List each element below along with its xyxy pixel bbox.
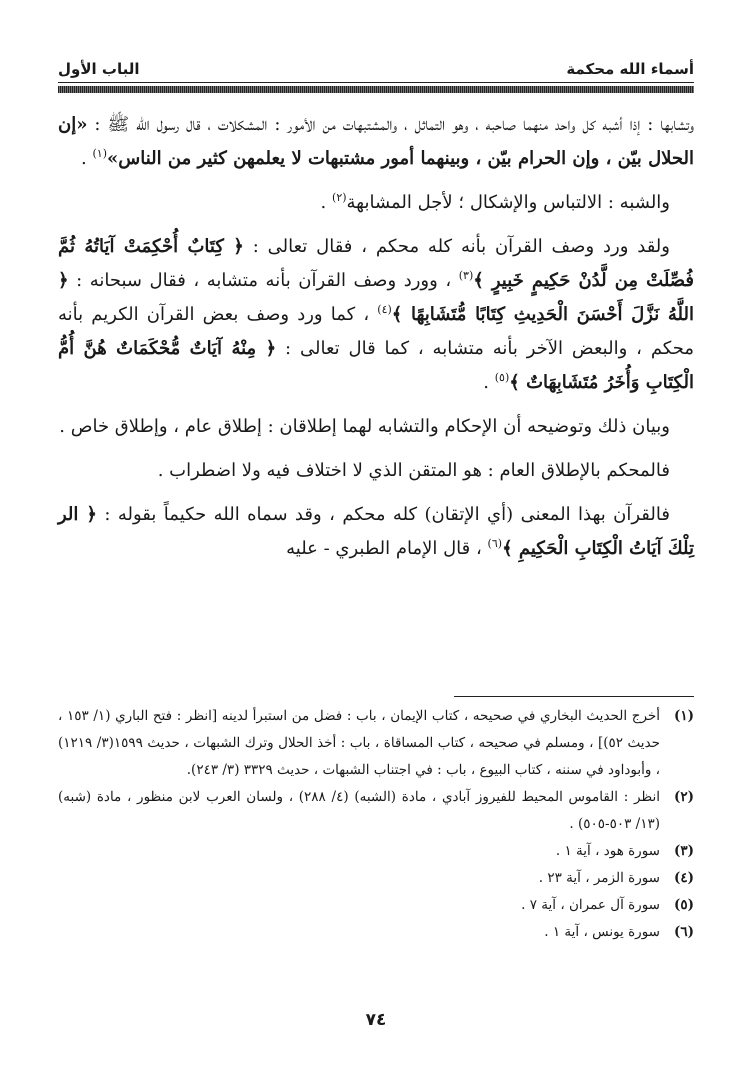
- paragraph-5-text: فالمحكم بالإطلاق العام : هو المتقن الذي لا اختلاف فيه ولا اضطراب .: [157, 460, 670, 481]
- footnote-ref-6: (٦): [487, 537, 503, 550]
- paragraph-6-text-b: ، قال الإمام الطبري - عليه: [286, 538, 482, 559]
- chapter-title: الباب الأول: [58, 60, 140, 78]
- paragraph-3-text-a: ولقد ورد وصف القرآن بأنه كله محكم ، فقال تعالى :: [252, 236, 670, 257]
- ayah-hud: ﴿ كِتَابٌ أُحْكِمَتْ آيَاتُهُ ثُمَّ فُصِّلَتْ مِن لَّدُنْ حَكِيمٍ خَبِيرٍ ﴾: [58, 236, 694, 291]
- paragraph-6: [58, 498, 694, 566]
- footnote-ref-3: (٣): [458, 269, 474, 282]
- header-rule-thick: [58, 86, 694, 93]
- footnote-number: (٥): [673, 897, 694, 913]
- footnote-1: [58, 703, 694, 784]
- paragraph-6-text-a: فالقرآن بهذا المعنى (أي الإتقان) كله محكم ، وقد سماه الله حكيماً بقوله :: [104, 504, 670, 525]
- paragraph-1-end: .: [81, 148, 87, 169]
- hadith-quote: «إن الحلال بيّن ، وإن الحرام بيّن ، وبينهما أمور مشتبهات لا يعلمهن كثير من الناس»: [58, 114, 694, 169]
- paragraph-4-text: وبيان ذلك وتوضيحه أن الإحكام والتشابه لهما إطلاقان : إطلاق عام ، وإطلاق خاص .: [59, 416, 670, 437]
- ayah-yunus: ﴿ الر تِلْكَ آيَاتُ الْكِتَابِ الْحَكِيمِ ﴾: [58, 504, 694, 559]
- paragraph-2-text: والشبه : الالتباس والإشكال ؛ لأجل المشابهة: [346, 192, 670, 213]
- paragraph-3-text-c: ، كما ورد وصف بعض القرآن الكريم بأنه محكم ، والبعض الآخر بأنه متشابه ، كما قال تعالى :: [58, 304, 694, 359]
- paragraph-3-end: .: [483, 372, 489, 393]
- footnote-separator: [454, 696, 694, 697]
- header-rule-thin: [58, 82, 694, 83]
- paragraph-1: [58, 108, 694, 176]
- ayah-al-imran: ﴿ مِنْهُ آيَاتٌ مُّحْكَمَاتٌ هُنَّ أُمُّ الْكِتَابِ وَأُخَرُ مُتَشَابِهَاتٌ ﴾: [58, 338, 694, 393]
- paragraph-4: [58, 410, 694, 444]
- footnote-text: انظر : القاموس المحيط للفيروز آبادي ، مادة (الشبه) (٤/ ٢٨٨) ، ولسان العرب لابن منظور ، مادة (شبه) (١٣/ ٥٠٣-٥٠٥) .: [58, 789, 660, 832]
- footnote-number: (٢): [673, 789, 694, 805]
- footnote-2: [58, 784, 694, 838]
- paragraph-3-text-b: ، وورد وصف القرآن بأنه متشابه ، فقال سبحانه :: [76, 270, 452, 291]
- running-header: [58, 56, 694, 78]
- footnote-number: (١): [673, 708, 694, 724]
- paragraph-2: [58, 186, 694, 220]
- footnote-3: [58, 838, 694, 865]
- footnote-4: [58, 865, 694, 892]
- footnote-number: (٣): [673, 843, 694, 859]
- footnote-6: [58, 919, 694, 946]
- footnote-5: [58, 892, 694, 919]
- page-number: ٧٤: [365, 1010, 387, 1030]
- paragraph-2-end: .: [320, 192, 327, 213]
- footnote-number: (٤): [673, 870, 694, 886]
- ayah-zumar: ﴿ اللَّهُ نَزَّلَ أَحْسَنَ الْحَدِيثِ كِتَابًا مُّتَشَابِهًا ﴾: [58, 270, 694, 325]
- footnote-text: سورة الزمر ، آية ٢٣ .: [538, 870, 660, 886]
- paragraph-3: [58, 230, 694, 400]
- footnote-number: (٦): [673, 924, 694, 940]
- paragraph-5: [58, 454, 694, 488]
- book-title: أسماء الله محكمة: [566, 60, 694, 78]
- footnote-ref-5: (٥): [494, 371, 510, 384]
- footnote-text: سورة هود ، آية ١ .: [555, 843, 660, 859]
- footnote-text: سورة آل عمران ، آية ٧ .: [521, 897, 660, 913]
- footnotes: [58, 703, 694, 993]
- main-text: [58, 108, 694, 683]
- footnote-text: أخرج الحديث البخاري في صحيحه ، كتاب الإيمان ، باب : فضل من استبرأ لدينه [انظر : فتح الباري (١/ ١٥٣ ، حديث ٥٢)] ، ومسلم في صحيحه ، كتاب المساقاة ، باب : أخذ الحلال وترك الشبهات ، حديث ١٥٩٩(٣/ ١٢١٩) ، وأبوداود في سننه ، كتاب البيوع ، باب : في اجتناب الشبهات ، حديث ٣٣٢٩ (٣/ ٢٤٣).: [58, 708, 660, 778]
- footnote-ref-4: (٤): [377, 303, 392, 316]
- paragraph-1-text: وتشابها : إذا أشبه كل واحد منهما صاحبه ، وهو التماثل ، والمشتبهات من الأمور : المشكلات ، قال رسول الله ﷺ :: [94, 114, 694, 135]
- footnote-text: سورة يونس ، آية ١ .: [544, 924, 660, 940]
- footnote-ref-2: (٢): [332, 191, 347, 204]
- footnote-ref-1: (١): [92, 147, 107, 160]
